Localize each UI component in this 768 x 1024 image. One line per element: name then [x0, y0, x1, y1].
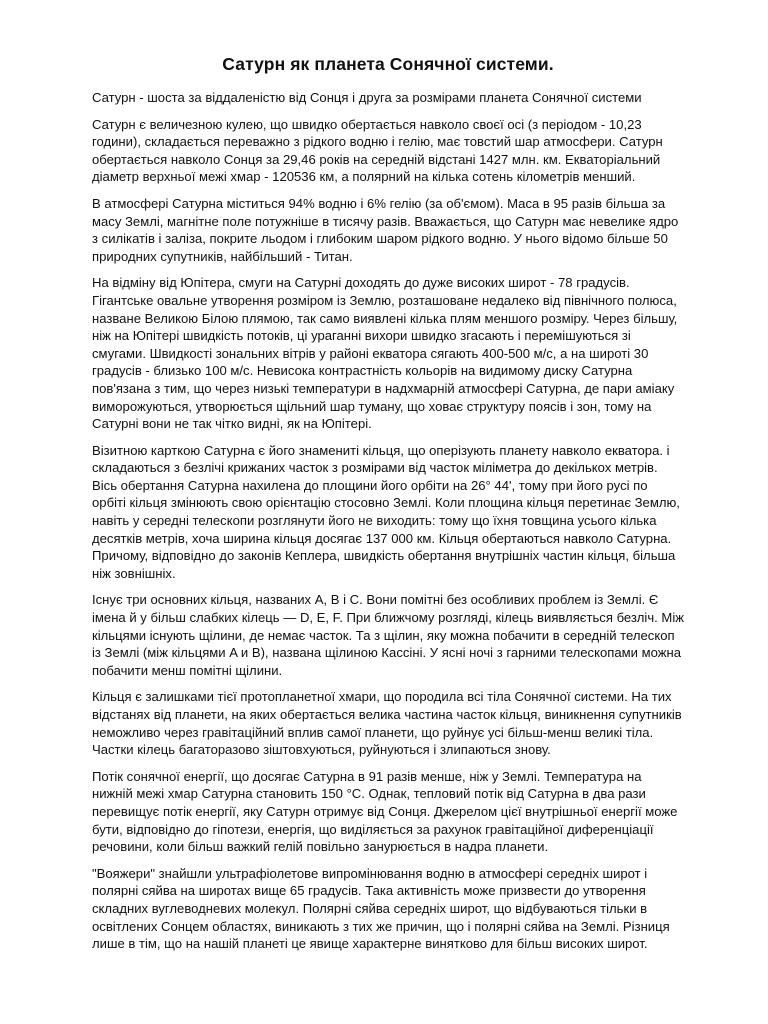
paragraph-main-rings: Існує три основних кільця, названих A, B і C. Вони помітні без особливих проблем із Землі. Є імена й у більш слабких кілець — D, E, F. При ближчому розгляді, кілець виявляється безліч. Між кільцями існують щілини, де немає часток. Та з щілин, яку можна побачити в середній телескоп із Землі (між кільцями A и B), названа щілиною Кассіні. У ясні ночі з гарними телескопами можна побачити менш помітні щілини.: [92, 592, 684, 678]
paragraph-atmosphere-composition: В атмосфері Сатурна міститься 94% водню і 6% гелію (за об'ємом). Маса в 95 разів більша за масу Землі, магнітне поле потужніше в тисячу разів. Вважається, що Сатурн має невелике ядро з силікатів і заліза, покрите льодом і глибоким шаром рідкого водню. У нього відомо більше 50 природних супутників, найбільший - Титан.: [92, 195, 679, 264]
paragraph-rings-overview: Візитною карткою Сатурна є його знамениті кільця, що оперізують планету навколо екватора. і складаються з безлічі крижаних часток з розмірами від часток міліметра до декількох метрів. Вісь обертання Сатурна нахилена до площини його орбіти на 26° 44', тому при його русі по орбіті кільця змінюють свою орієнтацію стосовно Землі. Коли площина кільця перетинає Землю, навіть у середні телескопи розглянути його не виходить: тому що їхня товщина усього кілька десятків метрів, хоча ширина кільця досягає 137 000 км. Кільця обертаються навколо Сатурна. Причому, відповідно до законів Кеплера, швидкість обертання внутрішніх частин кільця, більша ніж зовнішніх.: [92, 442, 680, 581]
paragraph-bands-winds: На відміну від Юпітера, смуги на Сатурні доходять до дуже високих широт - 78 градусів. Гігантське овальне утворення розміром із Землю, розташоване недалеко від північного полюса, назване Великою Білою плямою, так само виявлені кілька плям меншого розміру. Через більшу, ніж на Юпітері швидкість потоків, ці ураганні вихори швидко згасають і перемішуються зі смугами. Швидкості зональних вітрів у районі екватора сягають 400-500 м/с, а на широті 30 градусів - близько 100 м/с. Невисока контрастність кольорів на видимому диску Сатурна пов'язана з тим, що через низькі температури в надхмарній атмосфері Сатурна, де пари аміаку виморожуються, утворюється щільний шар туману, що ховає структуру поясів і зон, тому на Сатурні вони не так чітко видні, як на Юпітері.: [92, 275, 678, 432]
paragraph-rotation-orbit: Сатурн є величезною кулею, що швидко обертається навколо своєї осі (з періодом - 10,23 години), складається переважно з рідкого водню і гелію, має товстий шар атмосфери. Сатурн обертається навколо Сонця за 29,46 років на середній відстані 1427 млн. км. Екваторіальний діаметр верхньої межі хмар - 120536 км, а полярний на кілька сотень кілометрів менший.: [92, 116, 663, 185]
document-title: Сатурн як планета Сонячної системи.: [222, 54, 554, 74]
paragraph-rings-origin: Кільця є залишками тієї протопланетної хмари, що породила всі тіла Сонячної системи. На тих відстанях від планети, на яких обертається велика частина часток кільця, виникнення супутників неможливо через гравітаційний вплив самої планети, що руйнує усі більш-менш великі тіла. Частки кілець багаторазово зіштовхуються, руйнуються і злипаються знову.: [92, 689, 682, 758]
paragraph-voyager-aurora: "Вояжери" знайшли ультрафіолетове випромінювання водню в атмосфері середніх широт і полярні сяйва на широтах вище 65 градусів. Така активність може призвести до утворення складних вуглеводневих молекул. Полярні сяйва середніх широт, що відбуваються тільки в освітлених Сонцем областях, виникають з тих же причин, що і полярні сяйва на Землі. Різниця лише в тім, що на нашій планеті це явище характерне винятково для більш високих широт.: [92, 865, 670, 952]
paragraph-energy-flux: Потік сонячної енергії, що досягає Сатурна в 91 разів менше, ніж у Землі. Температура на нижній межі хмар Сатурна становить 150 °C. Однак, тепловий потік від Сатурна в два рази перевищує потік енергії, яку Сатурн отримує від Сонця. Джерелом цієї внутрішньої енергії може бути, відповідно до гіпотези, енергія, що виділяється за рахунок гравітаційної диференціації речовини, коли більш важкий гелій повільно занурюється в надра планети.: [92, 768, 678, 855]
paragraph-intro: Сатурн - шоста за віддаленістю від Сонця і друга за розмірами планета Сонячної системи: [92, 90, 642, 105]
